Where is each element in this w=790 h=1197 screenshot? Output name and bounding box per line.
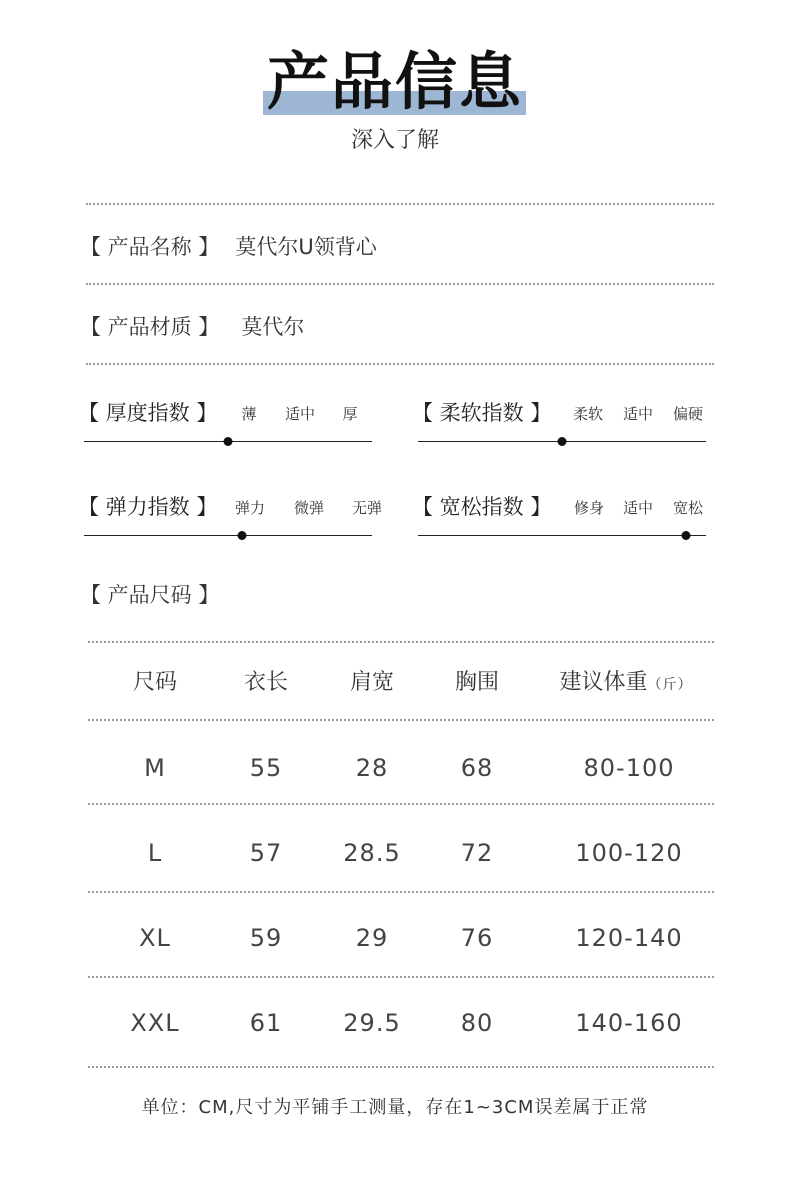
length-cell: 57 xyxy=(249,839,283,867)
weight-unit: （斤） xyxy=(647,677,693,693)
index-option: 柔软 xyxy=(572,405,604,423)
weight-cell: 100-120 xyxy=(575,839,683,867)
index-option: 适中 xyxy=(284,405,316,423)
index-label: 【 厚度指数 】 xyxy=(78,401,218,425)
column-header-chest: 胸围 xyxy=(454,670,500,695)
chest-cell: 72 xyxy=(460,839,494,867)
index-option: 无弹 xyxy=(351,499,383,517)
index-option: 薄 xyxy=(241,405,257,423)
index-option: 微弹 xyxy=(293,499,325,517)
size-cell: M xyxy=(144,754,166,782)
shoulder-cell: 28.5 xyxy=(343,839,401,867)
index-marker xyxy=(238,531,247,540)
index-track xyxy=(84,535,372,536)
index-option: 宽松 xyxy=(672,499,704,517)
index-option: 适中 xyxy=(622,405,654,423)
size-cell: XL xyxy=(139,924,171,952)
table-divider xyxy=(88,891,714,893)
page-title: 产品信息 xyxy=(266,45,523,118)
page-subtitle: 深入了解 xyxy=(350,128,439,153)
index-option: 厚 xyxy=(342,405,358,423)
length-cell: 59 xyxy=(249,924,283,952)
length-cell: 61 xyxy=(249,1009,283,1037)
index-option: 偏硬 xyxy=(672,405,704,423)
weight-cell: 120-140 xyxy=(575,924,683,952)
index-label: 【 宽松指数 】 xyxy=(412,495,552,519)
column-header-size: 尺码 xyxy=(132,670,178,695)
table-divider xyxy=(88,803,714,805)
chest-cell: 80 xyxy=(460,1009,494,1037)
index-marker xyxy=(224,437,233,446)
divider xyxy=(86,283,714,285)
weight-cell: 140-160 xyxy=(575,1009,683,1037)
index-option: 弹力 xyxy=(234,499,266,517)
length-cell: 55 xyxy=(249,754,283,782)
index-marker xyxy=(558,437,567,446)
thickness-index xyxy=(78,398,378,458)
shoulder-cell: 28 xyxy=(355,754,389,782)
index-option: 适中 xyxy=(622,499,654,517)
table-divider xyxy=(88,719,714,721)
product-name-row xyxy=(80,232,377,262)
weight-header-label: 建议体重 xyxy=(559,670,648,695)
measurement-note: 单位：CM,尺寸为平铺手工测量，存在1~3CM误差属于正常 xyxy=(141,1097,649,1118)
column-header-weight xyxy=(559,668,692,700)
looseness-index xyxy=(412,492,712,552)
product-name-label: 【 产品名称 】 xyxy=(80,235,220,259)
elasticity-index xyxy=(78,492,383,552)
divider xyxy=(86,363,714,365)
shoulder-cell: 29.5 xyxy=(343,1009,401,1037)
divider xyxy=(86,203,714,205)
size-cell: L xyxy=(147,839,163,867)
shoulder-cell: 29 xyxy=(355,924,389,952)
product-material-value: 莫代尔 xyxy=(241,315,305,339)
chest-cell: 76 xyxy=(460,924,494,952)
column-header-length: 衣长 xyxy=(243,670,289,695)
size-section-label: 【 产品尺码 】 xyxy=(80,583,220,607)
index-option: 修身 xyxy=(573,499,605,517)
table-divider xyxy=(88,1066,714,1068)
column-header-shoulder: 肩宽 xyxy=(349,670,395,695)
product-material-label: 【 产品材质 】 xyxy=(80,315,220,339)
weight-cell: 80-100 xyxy=(583,754,675,782)
index-label: 【 弹力指数 】 xyxy=(78,495,218,519)
chest-cell: 68 xyxy=(460,754,494,782)
table-divider xyxy=(88,976,714,978)
index-marker xyxy=(681,531,690,540)
product-material-row xyxy=(80,312,304,342)
index-track xyxy=(418,535,706,536)
table-divider xyxy=(88,641,714,643)
softness-index xyxy=(412,398,712,458)
size-cell: XXL xyxy=(130,1009,180,1037)
product-name-value: 莫代尔U领背心 xyxy=(235,235,377,259)
index-label: 【 柔软指数 】 xyxy=(412,401,552,425)
